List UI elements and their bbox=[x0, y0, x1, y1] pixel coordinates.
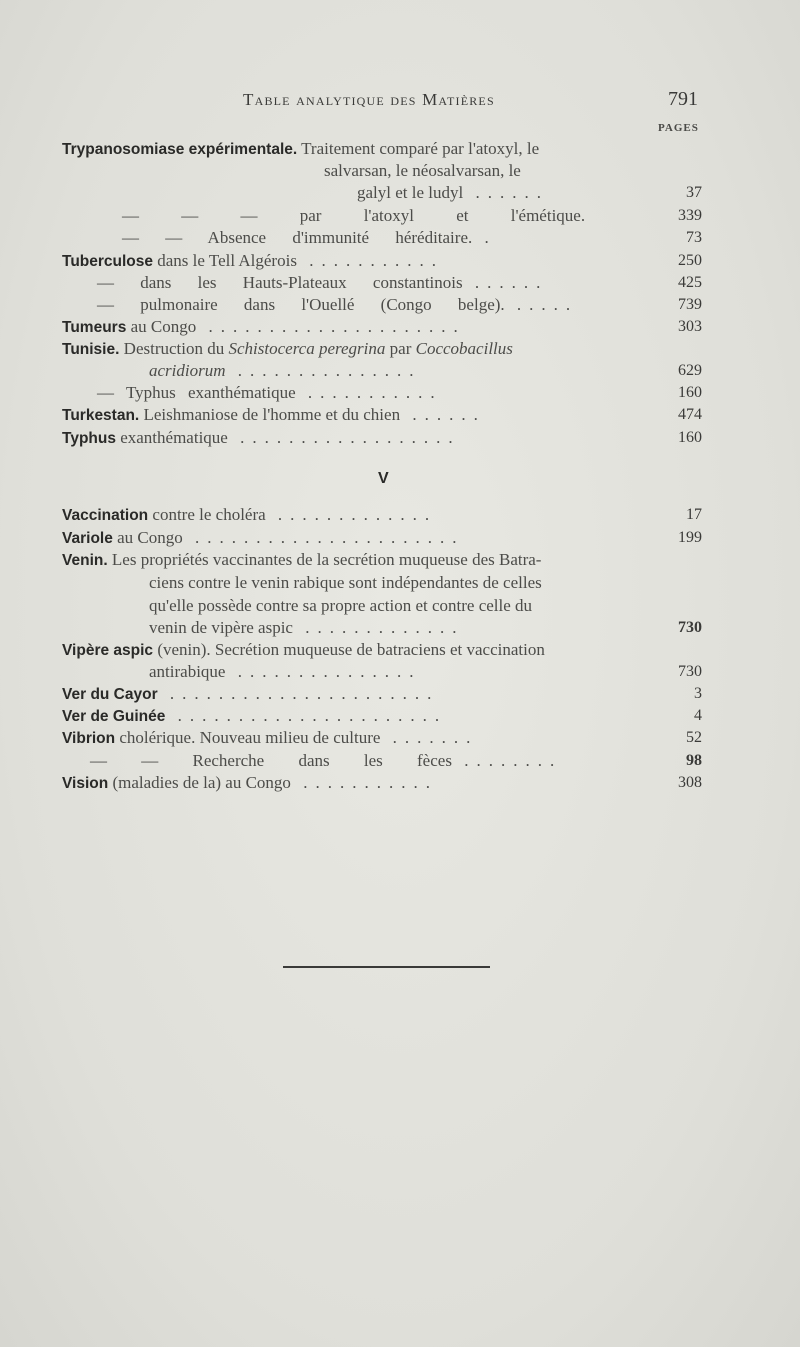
index-entry bbox=[62, 250, 702, 272]
entry-page: 308 bbox=[678, 774, 702, 791]
index-entry bbox=[62, 404, 702, 426]
entry-text: Destruction du Schistocerca peregrina par Coccobacillus bbox=[123, 339, 513, 358]
dot-leader: ........... bbox=[296, 251, 444, 270]
dot-leader: ....... bbox=[380, 728, 479, 747]
entry-heading: Vibrion bbox=[62, 730, 116, 747]
entry-text: Traitement comparé par l'atoxyl, le bbox=[301, 139, 540, 158]
index-entry bbox=[62, 227, 702, 249]
entry-text: contre le choléra bbox=[152, 505, 266, 524]
entry-heading: Trypanosomiase expérimentale. bbox=[62, 141, 298, 158]
entry-heading: Typhus bbox=[62, 430, 116, 447]
entry-page: 730 bbox=[678, 663, 702, 680]
dot-leader: ............. bbox=[292, 618, 465, 637]
entry-heading: Ver de Guinée bbox=[62, 708, 166, 725]
entry-heading: Vipère aspic bbox=[62, 642, 154, 659]
entry-text: acridiorum bbox=[149, 361, 226, 380]
index-entry bbox=[62, 294, 702, 316]
entry-text: cholérique. Nouveau milieu de culture bbox=[119, 728, 381, 747]
entry-heading: Tunisie. bbox=[62, 341, 120, 358]
entry-text: qu'elle possède contre sa propre action et contre celle du bbox=[149, 596, 533, 615]
dot-leader: ............. bbox=[265, 505, 438, 524]
entry-text: exanthématique bbox=[120, 428, 228, 447]
entry-heading: Vision bbox=[62, 775, 109, 792]
entry-text: Les propriétés vaccinantes de la secrétion muqueuse des Batra- bbox=[111, 550, 542, 569]
entry-text: — pulmonaire dans l'Ouellé (Congo belge). bbox=[97, 295, 505, 314]
dot-leader: ...................... bbox=[157, 684, 440, 703]
entry-page: 73 bbox=[686, 229, 702, 246]
dot-leader: ...................... bbox=[182, 528, 465, 547]
index-entry bbox=[62, 617, 702, 639]
entry-page: 629 bbox=[678, 362, 702, 379]
entry-text: venin de vipère aspic bbox=[149, 618, 293, 637]
dot-leader: ........... bbox=[295, 383, 443, 402]
dot-leader: ............... bbox=[225, 361, 422, 380]
dot-leader: ............... bbox=[225, 662, 422, 681]
entry-heading: Tuberculose bbox=[62, 253, 154, 270]
index-entry bbox=[62, 572, 702, 594]
index-entry bbox=[62, 382, 702, 404]
entry-text: — Typhus exanthématique bbox=[97, 383, 296, 402]
running-title: Table analytique des Matières bbox=[243, 90, 495, 109]
dot-leader: ...................... bbox=[165, 706, 448, 725]
entry-heading: Venin. bbox=[62, 552, 108, 569]
index-entry bbox=[62, 338, 702, 360]
entry-heading: Tumeurs bbox=[62, 319, 127, 336]
page-number: 791 bbox=[668, 88, 698, 110]
index-entry bbox=[62, 595, 702, 617]
index-entry bbox=[62, 639, 702, 661]
index-entry bbox=[62, 727, 702, 749]
entry-text: Leishmaniose de l'homme et du chien bbox=[143, 405, 401, 424]
entry-page: 160 bbox=[678, 429, 702, 446]
entry-text: dans le Tell Algérois bbox=[157, 251, 297, 270]
index-entry bbox=[62, 272, 702, 294]
index-entry bbox=[62, 138, 702, 160]
index-entry bbox=[62, 316, 702, 338]
dot-leader: ..... bbox=[504, 295, 579, 314]
entry-page: 303 bbox=[678, 318, 702, 335]
entry-text: au Congo bbox=[117, 528, 183, 547]
entry-text: (maladies de la) au Congo bbox=[112, 773, 291, 792]
entry-page: 739 bbox=[678, 296, 702, 313]
index-entry bbox=[62, 661, 702, 683]
index-entry bbox=[62, 360, 702, 382]
entry-text: ciens contre le venin rabique sont indépendantes de celles bbox=[149, 573, 542, 592]
dot-leader: ........... bbox=[290, 773, 438, 792]
entry-text: — dans les Hauts-Plateaux constantinois bbox=[97, 273, 463, 292]
index-entry bbox=[62, 683, 702, 705]
entry-page: 3 bbox=[694, 685, 702, 702]
entry-page: 199 bbox=[678, 529, 702, 546]
entry-text: — — Absence d'immunité héréditaire. bbox=[122, 228, 473, 247]
index-entry bbox=[62, 160, 702, 182]
dot-leader: ........ bbox=[451, 751, 563, 770]
dot-leader: . bbox=[472, 228, 497, 247]
entry-page: 730 bbox=[678, 619, 702, 636]
entry-heading: Ver du Cayor bbox=[62, 686, 158, 703]
entry-text: (venin). Secrétion muqueuse de batraciens et vaccination bbox=[157, 640, 545, 659]
dot-leader: ...... bbox=[462, 273, 549, 292]
pages-column-label: PAGES bbox=[658, 122, 699, 134]
entry-page: 339 bbox=[678, 207, 702, 224]
entry-heading: Variole bbox=[62, 530, 113, 547]
entry-page: 17 bbox=[686, 506, 702, 523]
index-entry bbox=[62, 504, 702, 526]
dot-leader: .................. bbox=[227, 428, 461, 447]
entry-page: 474 bbox=[678, 406, 702, 423]
entry-page: 250 bbox=[678, 252, 702, 269]
index-entry bbox=[62, 182, 702, 204]
section-letter: V bbox=[378, 470, 389, 487]
dot-leader: ...... bbox=[400, 405, 486, 424]
entry-heading: Turkestan. bbox=[62, 407, 140, 424]
index-entry bbox=[62, 527, 702, 549]
page-header bbox=[0, 88, 800, 118]
dot-leader: ...... bbox=[463, 183, 549, 202]
entry-text: — — Recherche dans les fèces bbox=[90, 751, 452, 770]
index-entry bbox=[62, 549, 702, 571]
entry-page: 52 bbox=[686, 729, 702, 746]
index-entry bbox=[62, 205, 702, 227]
index-entry bbox=[62, 705, 702, 727]
entry-page: 160 bbox=[678, 384, 702, 401]
entry-page: 4 bbox=[694, 707, 702, 724]
entry-text: — — — par l'atoxyl et l'émétique. bbox=[122, 206, 586, 225]
entry-page: 37 bbox=[686, 184, 702, 201]
entry-text: salvarsan, le néosalvarsan, le bbox=[324, 161, 521, 180]
dot-leader: ..................... bbox=[196, 317, 466, 336]
entry-page: 425 bbox=[678, 274, 702, 291]
entry-page: 98 bbox=[686, 752, 702, 769]
index-entry bbox=[62, 772, 702, 794]
entry-text: antirabique bbox=[149, 662, 226, 681]
end-rule bbox=[283, 966, 490, 968]
entry-heading: Vaccination bbox=[62, 507, 149, 524]
entry-text: au Congo bbox=[130, 317, 197, 336]
entry-text: galyl et le ludyl bbox=[357, 183, 464, 202]
index-entry bbox=[62, 750, 702, 772]
index-entry bbox=[62, 427, 702, 449]
